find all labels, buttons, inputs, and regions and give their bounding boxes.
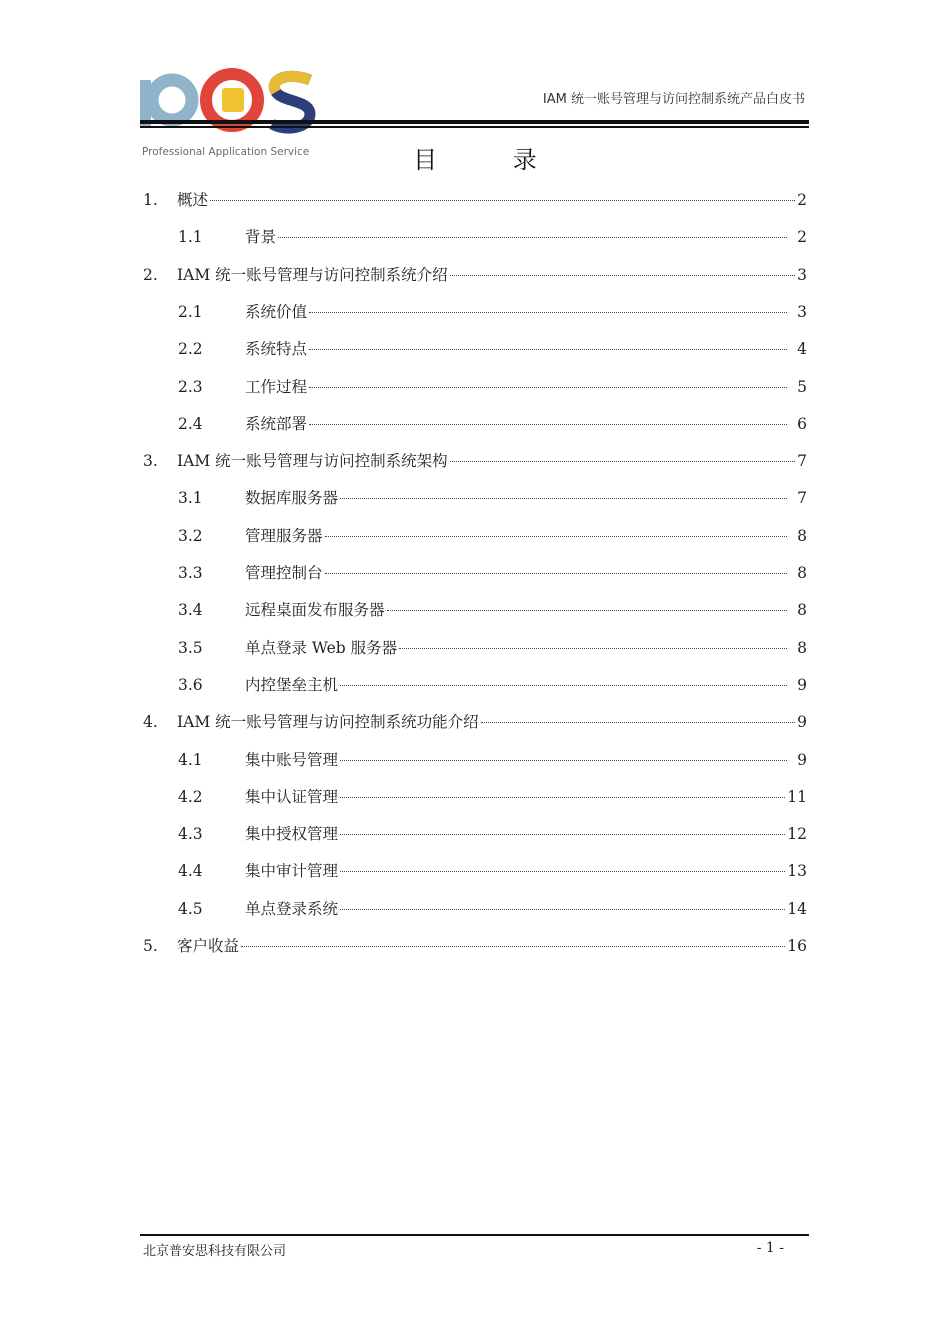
toc-entry-number: 4.1	[178, 750, 203, 769]
toc-entry[interactable]	[143, 412, 807, 442]
toc-entry-text: 集中账号管理	[245, 750, 339, 769]
toc-dot-leader	[309, 312, 787, 313]
footer-page-number: - 1 -	[756, 1240, 784, 1256]
toc-entry-text: 工作过程	[245, 377, 308, 396]
footer-company: 北京普安思科技有限公司	[143, 1244, 287, 1259]
toc-entry-text: 集中审计管理	[245, 862, 339, 881]
toc-entry[interactable]	[143, 524, 807, 554]
toc-entry-text: IAM 统一账号管理与访问控制系统介绍	[177, 265, 448, 284]
toc-entry[interactable]	[143, 673, 807, 703]
footer-rule	[140, 1234, 809, 1236]
toc-entry-page: 6	[797, 414, 807, 433]
toc-entry-text: 远程桌面发布服务器	[245, 601, 385, 620]
toc-entry[interactable]	[143, 337, 807, 367]
toc-dot-leader	[340, 498, 787, 499]
toc-entry-page: 11	[787, 787, 807, 806]
toc-dot-leader	[309, 424, 787, 425]
toc-dot-leader	[325, 573, 787, 574]
toc-entry-number: 4.5	[178, 899, 203, 918]
toc-entry[interactable]	[143, 449, 807, 479]
toc-entry-text: IAM 统一账号管理与访问控制系统功能介绍	[177, 713, 479, 732]
toc-entry-page: 12	[787, 825, 807, 844]
toc-entry-number: 2.4	[178, 414, 203, 433]
toc-entry[interactable]	[143, 710, 807, 740]
toc-dot-leader	[241, 946, 785, 947]
toc-entry-page: 9	[797, 750, 807, 769]
toc-entry-number: 1.	[143, 191, 158, 209]
toc-entry[interactable]	[143, 748, 807, 778]
toc-entry-page: 3	[797, 265, 807, 284]
toc-entry-text: 管理服务器	[245, 526, 323, 545]
toc-entry[interactable]	[143, 598, 807, 628]
toc-entry-page: 14	[787, 899, 807, 918]
toc-entry-number: 1.1	[178, 228, 203, 247]
toc-entry-text: 集中授权管理	[245, 825, 339, 844]
toc-dot-leader	[278, 237, 787, 238]
toc-dot-leader	[340, 834, 785, 835]
toc-dot-leader	[340, 909, 785, 910]
toc-entry[interactable]	[143, 300, 807, 330]
toc-entry-number: 3.3	[178, 564, 203, 582]
toc-entry-number: 5.	[143, 937, 158, 955]
toc-entry-page: 5	[797, 377, 807, 396]
toc-entry-text: 系统部署	[245, 414, 308, 433]
toc-entry-number: 4.3	[178, 825, 203, 844]
toc-entry-text: 系统价值	[245, 302, 308, 321]
toc-entry[interactable]	[143, 859, 807, 889]
toc-entry-page: 2	[797, 191, 807, 209]
toc-entry-number: 3.4	[178, 601, 203, 620]
toc-entry-text: 背景	[245, 228, 277, 247]
toc-title: 目 录	[413, 146, 571, 174]
toc-entry[interactable]	[143, 636, 807, 666]
toc-dot-leader	[399, 648, 787, 649]
toc-dot-leader	[340, 760, 787, 761]
toc-dot-leader	[340, 871, 785, 872]
toc-dot-leader	[309, 349, 787, 350]
toc-entry-page: 7	[797, 452, 807, 471]
toc-entry-text: 单点登录 Web 服务器	[245, 638, 398, 657]
toc-entry[interactable]	[143, 486, 807, 516]
toc-dot-leader	[450, 275, 796, 276]
toc-entry-page: 4	[797, 340, 807, 359]
toc-entry-page: 13	[787, 862, 807, 881]
toc-entry-page: 9	[797, 675, 807, 694]
toc-entry-number: 3.2	[178, 526, 203, 545]
toc-entry-text: 概述	[177, 191, 209, 209]
toc-entry[interactable]	[143, 225, 807, 255]
toc-entry-number: 2.3	[178, 377, 203, 396]
toc-entry-number: 3.6	[178, 675, 203, 694]
toc-entry[interactable]	[143, 785, 807, 815]
toc-entry-number: 4.4	[178, 862, 203, 881]
toc-entry-number: 2.2	[178, 340, 203, 359]
toc-entry-text: 单点登录系统	[245, 899, 339, 918]
toc-entry[interactable]	[143, 263, 807, 293]
toc-entry-text: 系统特点	[245, 340, 308, 359]
toc-entry-number: 3.1	[178, 489, 203, 508]
toc-entry-page: 8	[797, 601, 807, 620]
toc-entry[interactable]	[143, 897, 807, 927]
toc-entry[interactable]	[143, 188, 807, 218]
toc-dot-leader	[340, 685, 787, 686]
toc-dot-leader	[481, 722, 796, 723]
toc-entry[interactable]	[143, 822, 807, 852]
toc-entry-page: 8	[797, 638, 807, 657]
toc-entry-number: 2.	[143, 265, 158, 284]
toc-dot-leader	[210, 200, 795, 201]
toc-entry-number: 3.5	[178, 638, 203, 657]
toc-entry[interactable]	[143, 934, 807, 964]
toc-dot-leader	[325, 536, 787, 537]
toc-entry-number: 2.1	[178, 302, 203, 321]
toc-dot-leader	[387, 610, 787, 611]
toc-entry-text: 客户收益	[177, 937, 240, 955]
document-header-title: IAM 统一账号管理与访问控制系统产品白皮书	[542, 92, 805, 107]
toc-entry-page: 7	[797, 489, 807, 508]
toc-entry-page: 9	[797, 713, 807, 732]
toc-entry-page: 2	[797, 228, 807, 247]
toc-entry-page: 8	[797, 526, 807, 545]
toc-entry-text: 数据库服务器	[245, 489, 339, 508]
logo-tagline: Professional Application Service	[142, 146, 310, 158]
toc-entry-page: 16	[787, 937, 807, 955]
toc-entry-number: 3.	[143, 452, 158, 471]
header-rule-thick	[140, 120, 809, 124]
toc-entry[interactable]	[143, 561, 807, 591]
toc-entry[interactable]	[143, 375, 807, 405]
toc-entry-text: 管理控制台	[245, 564, 323, 582]
toc-entry-page: 3	[797, 302, 807, 321]
toc-entry-text: 集中认证管理	[245, 787, 339, 806]
toc-dot-leader	[450, 461, 796, 462]
toc-entry-number: 4.	[143, 713, 158, 732]
toc-entry-page: 8	[797, 564, 807, 582]
toc-dot-leader	[340, 797, 785, 798]
toc-entry-number: 4.2	[178, 787, 203, 806]
header-rule-thin	[140, 126, 809, 128]
toc-dot-leader	[309, 387, 787, 388]
toc-entry-text: 内控堡垒主机	[245, 675, 339, 694]
toc-entry-text: IAM 统一账号管理与访问控制系统架构	[177, 452, 448, 471]
